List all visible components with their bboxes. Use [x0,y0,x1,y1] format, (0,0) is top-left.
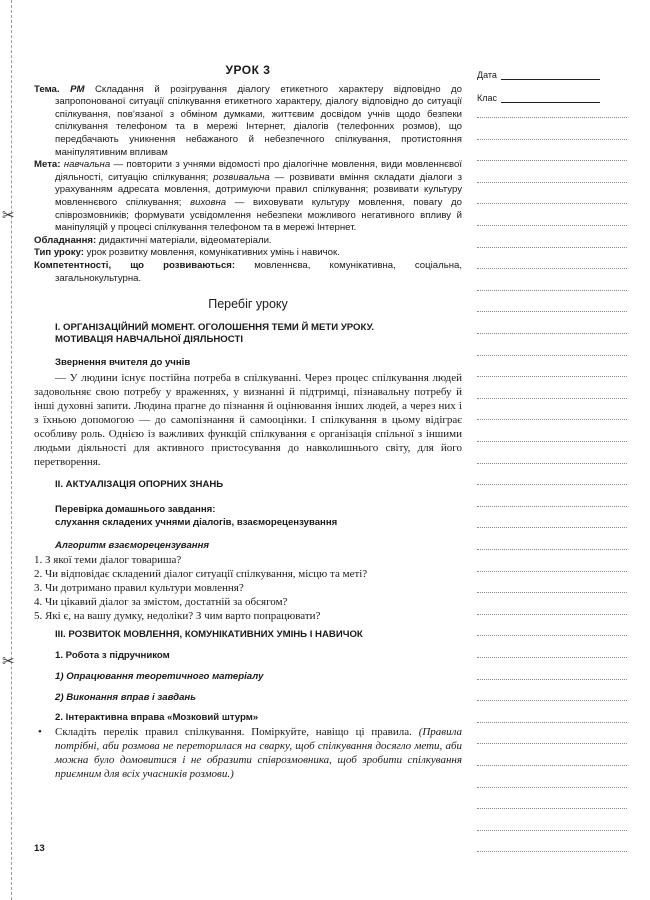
scissors-icon: ✂ [2,206,15,224]
topic-text: Складання й розігрування діалогу етикетного характеру відповідно до запропонованої ситуації спілкування етикетного характеру, діалогу відповідно до ситуації спілкування, пов’язаної з обміном думками, життєвим досвідом учнів щодо безпеки спілкування телефоном та в мережі Інтернет, діалогів (телефонних розмов), що передбачають уникнення небажаного й небезпечного спілкування, протистояння маніпулятивним впливам [55,83,462,158]
note-line[interactable] [477,311,627,312]
teacher-address-text: — У людини існує постійна потреба в спілкуванні. Через процес спілкування людей задовольняє свою потребу у враженнях, у визнанні й підтримці, пізнавальну потребу й інші духовні запити. Людина прагне до пізнання й оцінювання інших людей, а через них і з їхньою допомогою — до самопізнання й самооцінки. І спілкування в цьому відіграє особливу роль. Однією із важливих функцій спілкування є організація спільної з іншими людьми діяльності для активного пристосування до навколишнього світу, для його перетворення. [34,372,462,469]
note-line[interactable] [477,527,627,528]
note-line[interactable] [477,139,627,140]
lesson-title: УРОК 3 [225,63,271,77]
note-line[interactable] [477,506,627,507]
note-line[interactable] [477,182,627,183]
topic-line [34,84,462,160]
note-line[interactable] [477,268,627,269]
note-line[interactable] [477,247,627,248]
brainstorm-answer-text: (Правила потрібні, аби розмова не переторилася на сварку, щоб спілкування досягло мети, аби можна було домовитися і не образити співрозмовника, щоб зробити спілкування приємним для всіх учасників розмови.) [55,725,462,780]
list-item: 2. Чи відповідає складений діалог ситуації спілкування, місцю та меті? [34,567,368,580]
goal-dev-text: — розвивати вміння складати діалоги з урахуванням адресата мовлення, дотримуючи правил спілкування; розвивати культуру мовленнєвого спілкування; [55,171,462,208]
date-line[interactable] [501,69,600,80]
scissors-icon: ✂ [2,652,15,670]
note-line[interactable] [477,333,627,334]
note-line[interactable] [477,290,627,291]
list-item: 4. Чи цікавий діалог за змістом, достатній за обсягом? [34,595,288,608]
note-line[interactable] [477,765,627,766]
note-line[interactable] [477,571,627,572]
cut-line [11,0,12,900]
goal-nurt-text: — виховувати культуру мовлення, повагу до співрозмовників; формувати усвідомлення небезпеки можливого негативного впливу й маніпуляцій у процесі спілкування телефоном та в мережі Інтернет. [55,196,462,234]
competence-text: мовленнєва, комунікативна, соціальна, загальнокультурна. [55,259,462,284]
note-line[interactable] [477,592,627,593]
homework-check-line1: Перевірка домашнього завдання: [55,504,216,516]
topic-rm: РМ [70,83,85,95]
list-item: 3. Чи дотримано правил культури мовлення? [34,581,244,594]
section1-heading [34,322,462,347]
section1-heading-line2: МОТИВАЦІЯ НАВЧАЛЬНОЇ ДІЯЛЬНОСТІ [55,334,243,346]
note-line[interactable] [477,679,627,680]
goal-line [34,159,462,235]
note-line[interactable] [477,225,627,226]
note-line[interactable] [477,463,627,464]
note-line[interactable] [477,700,627,701]
page-number: 13 [34,843,45,854]
note-line[interactable] [477,830,627,831]
note-line[interactable] [477,398,627,399]
note-line[interactable] [477,484,627,485]
lesson-type-text: урок розвитку мовлення, комунікативних умінь і навичок. [84,247,340,259]
date-label: Дата [477,70,497,80]
goal-edu-text: — повторити з учнями відомості про діалогічне мовлення, види мовленнєвої діяльності, ситуацію спілкування; [55,159,463,183]
lesson-content [34,62,462,781]
class-line[interactable] [501,92,600,103]
exercises-subheading: 2) Виконання вправ і завдань [55,691,196,703]
note-line[interactable] [477,117,627,118]
brainstorm-task [34,725,462,781]
list-item: 5. Які є, на вашу думку, недоліки? З чим варто попрацювати? [34,609,321,622]
lesson-type-line [34,247,462,260]
brainstorm-task-text: Складіть перелік правил спілкування. Поміркуйте, навіщо ці правила. [55,725,412,738]
equipment-text: дидактичні матеріали, відеоматеріали. [96,234,272,246]
note-line[interactable] [477,419,627,420]
note-line[interactable] [477,441,627,442]
note-line[interactable] [477,657,627,658]
notes-sidebar [477,62,627,103]
competence-line [34,260,462,285]
course-heading: Перебіг уроку [208,297,288,312]
homework-check-heading [55,504,462,529]
goal-dev-label: розвивальна [213,171,270,183]
note-line[interactable] [477,722,627,723]
homework-check-line2: слухання складених учнями діалогів, взаєморецензування [55,516,338,528]
review-questions-list [34,553,462,623]
equipment-line [34,235,462,248]
note-line[interactable] [477,808,627,809]
list-item: 1. З якої теми діалог товариша? [34,553,182,566]
note-line[interactable] [477,355,627,356]
topic-label: Тема. [34,83,60,95]
note-line[interactable] [477,635,627,636]
class-field[interactable] [477,85,627,103]
section2-heading: II. АКТУАЛІЗАЦІЯ ОПОРНИХ ЗНАНЬ [55,479,224,491]
bullet-marker: • [38,725,42,738]
competence-label: Компетентності, що розвиваються: [34,259,236,271]
goal-label: Мета: [34,159,61,171]
date-field[interactable] [477,62,627,80]
equipment-label: Обладнання: [34,234,97,246]
algorithm-heading: Алгоритм взаєморецензування [55,540,210,552]
goal-edu-label: навчальна [63,159,111,171]
textbook-work-heading: 1. Робота з підручником [55,650,170,662]
note-line[interactable] [477,614,627,615]
note-line[interactable] [477,376,627,377]
class-label: Клас [477,93,497,103]
brainstorm-task-body [55,725,462,781]
brainstorm-heading: 2. Інтерактивна вправа «Мозковий штурм» [55,712,259,724]
lesson-type-label: Тип уроку: [34,247,84,259]
note-line[interactable] [477,549,627,550]
note-line[interactable] [477,160,627,161]
note-line[interactable] [477,203,627,204]
theory-subheading: 1) Опрацювання теоретичного матеріалу [55,671,264,683]
note-line[interactable] [477,743,627,744]
section3-heading: III. РОЗВИТОК МОВЛЕННЯ, КОМУНІКАТИВНИХ УМІНЬ І НАВИЧОК [55,628,363,640]
goal-nurt-label: виховна [190,196,227,208]
note-line[interactable] [477,851,627,852]
section1-heading-line1: I. ОРГАНІЗАЦІЙНИЙ МОМЕНТ. ОГОЛОШЕННЯ ТЕМИ Й МЕТИ УРОКУ. [55,321,375,333]
section1-subheading: Звернення вчителя до учнів [55,356,191,368]
note-line[interactable] [477,787,627,788]
